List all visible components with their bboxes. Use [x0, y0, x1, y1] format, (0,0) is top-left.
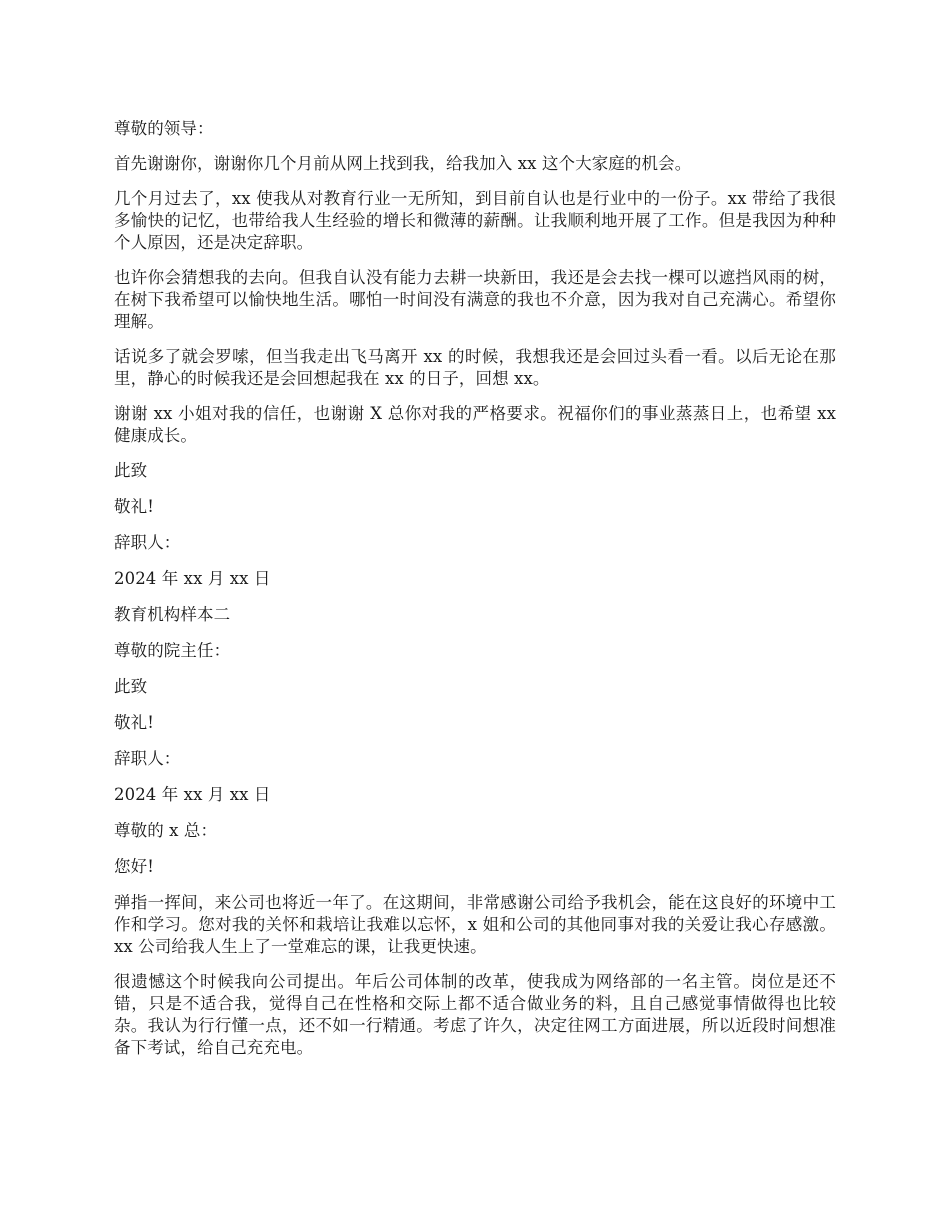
closing-cizhi: 此致 — [114, 461, 148, 480]
date-line: 2024 年 xx 月 xx 日 — [114, 569, 271, 588]
signature-label-2: 辞职人： — [114, 749, 181, 768]
signature-label: 辞职人： — [114, 533, 181, 552]
body-paragraph-farewell: 话说多了就会罗嗦，但当我走出飞马离开 xx 的时候，我想我还是会回过头看一看。以后无论在那里，静心的时候我还是会回想起我在 xx 的日子，回想 xx。 — [114, 347, 836, 388]
body-paragraph-future: 也许你会猜想我的去向。但我自认没有能力去耕一块新田，我还是会去找一棵可以遮挡风雨的树，在树下我希望可以愉快地生活。哪怕一时间没有满意的我也不介意，因为我对自己充满心。希望你理解。 — [114, 268, 836, 331]
body-paragraph-reason: 很遗憾这个时候我向公司提出。年后公司体制的改革，使我成为网络部的一名主管。岗位是还不错，只是不适合我，觉得自己在性格和交际上都不适合做业务的料，且自己感觉事情做得也比较杂。我认为行行懂一点，还不如一行精通。考虑了许久，决定往网工方面进展，所以近段时间想准备下考试，给自己充充电。 — [114, 972, 836, 1057]
closing-cizhi-2: 此致 — [114, 677, 148, 696]
salutation-director: 尊敬的院主任： — [114, 641, 231, 660]
sample-heading: 教育机构样本二 — [114, 605, 231, 624]
salutation-manager: 尊敬的 x 总： — [114, 821, 218, 840]
greeting: 您好! — [114, 857, 154, 876]
body-paragraph-year: 弹指一挥间，来公司也将近一年了。在这期间，非常感谢公司给予我机会，能在这良好的环境中工作和学习。您对我的关怀和栽培让我难以忘怀，x 姐和公司的其他同事对我的关爱让我心存感激。xx 公司给我人生上了一堂难忘的课，让我更快速。 — [114, 893, 836, 956]
salutation-leader: 尊敬的领导： — [114, 119, 214, 138]
body-paragraph-thanks: 首先谢谢你，谢谢你几个月前从网上找到我，给我加入 xx 这个大家庭的机会。 — [114, 154, 692, 173]
closing-jingli: 敬礼! — [114, 497, 154, 516]
date-line-2: 2024 年 xx 月 xx 日 — [114, 785, 271, 804]
closing-jingli-2: 敬礼! — [114, 713, 154, 732]
body-paragraph-wishes: 谢谢 xx 小姐对我的信任，也谢谢 X 总你对我的严格要求。祝福你们的事业蒸蒸日上，也希望 xx 健康成长。 — [114, 404, 836, 445]
body-paragraph-experience: 几个月过去了，xx 使我从对教育行业一无所知，到目前自认也是行业中的一份子。xx 带给了我很多愉快的记忆，也带给我人生经验的增长和微薄的薪酬。让我顺利地开展了工作。但是我因为种种个人原因，还是决定辞职。 — [114, 189, 836, 252]
